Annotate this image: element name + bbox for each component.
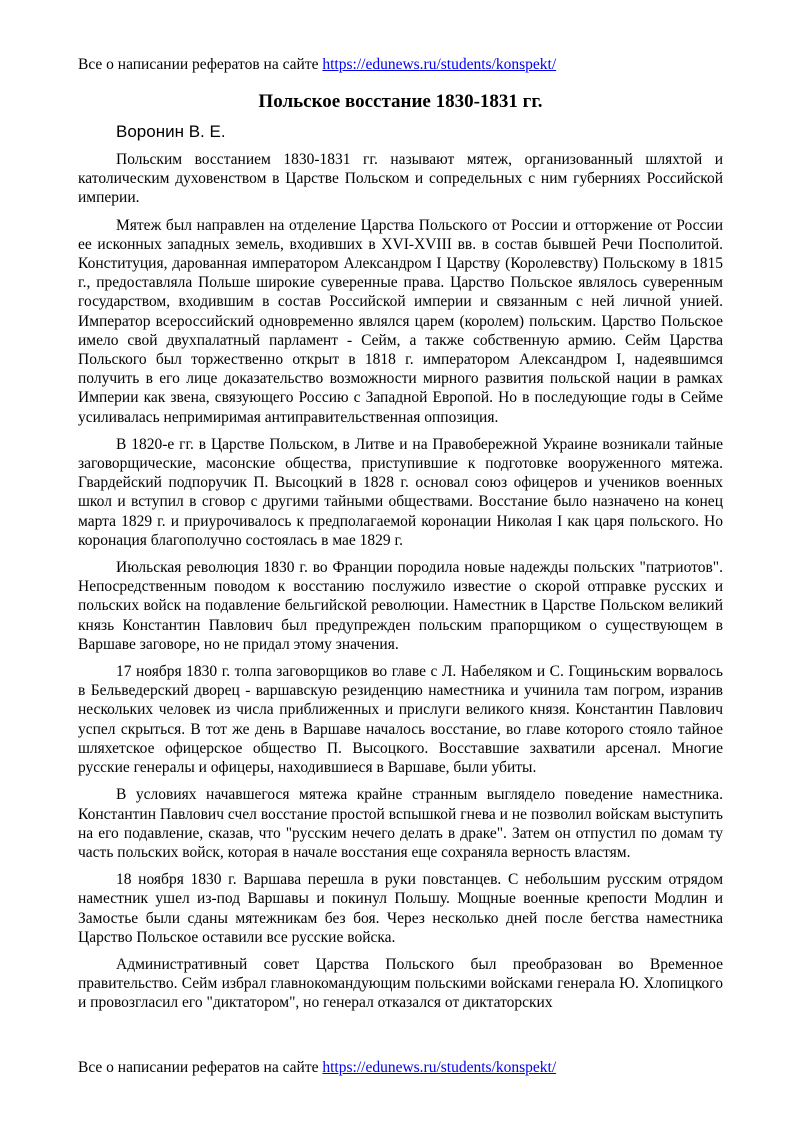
paragraph: 17 ноября 1830 г. толпа заговорщиков во главе с Л. Набеляком и С. Гощиньским ворвалось в Бельведерский дворец - варшавскую резиденцию наместника и учинила там погром, изранив нескольких человек из числа приближенных и прислуги великого князя. Константин Павлович успел скрыться. В тот же день в Варшаве началось восстание, во главе которого стояло тайное шляхетское офицерское общество П. Высоцкого. Восставшие захватили арсенал. Многие русские генералы и офицеры, находившиеся в Варшаве, были убиты. <box>78 663 723 777</box>
paragraph: Административный совет Царства Польского был преобразован во Временное правительство. Сейм избрал главнокомандующим польскими войсками генерала Ю. Хлопицкого и провозгласил его "диктатором", но генерал отказался от диктаторских <box>78 955 723 1012</box>
header-text: Все о написании рефератов на сайте <box>78 56 323 73</box>
document-title: Польское восстание 1830-1831 гг. <box>258 91 543 112</box>
footer-text: Все о написании рефератов на сайте <box>78 1059 323 1076</box>
document-author: Воронин В. Е. <box>116 122 226 141</box>
paragraph: Мятеж был направлен на отделение Царства Польского от России и отторжение от России ее исконных западных земель, входивших в XVI-XVIII вв. в состав бывшей Речи Посполитой. Конституция, дарованная императором Александром I Царству (Королевству) Польскому в 1815 г., предоставляла Польше широкие суверенные права. Царство Польское являлось суверенным государством, входившим в состав Российской империи и связанным с ней личной унией. Император всероссийский одновременно являлся царем (королем) польским. Царство Польское имело свой двухпалатный парламент - Сейм, а также собственную армию. Сейм Царства Польского был торжественно открыт в 1818 г. императором Александром I, надеявшимся получить в его лице доказательство возможности мирного развития польской нации в рамках Империи как звена, связующего Россию с Западной Европой. Но в последующие годы в Сейме усиливалась непримиримая антиправительственная оппозиция. <box>78 216 723 426</box>
document-body <box>78 90 723 1013</box>
footer-banner <box>78 1058 738 1078</box>
paragraph: В 1820-е гг. в Царстве Польском, в Литве и на Правобережной Украине возникали тайные заговорщические, масонские общества, приступившие к подготовке вооруженного мятежа. Гвардейский подпоручик П. Высоцкий в 1828 г. основал союз офицеров и учеников военных школ и вступил в сговор с другими тайными обществами. Восстание было назначено на конец марта 1829 г. и приурочивалось к предполагаемой коронации Николая I как царя польского. Но коронация благополучно состоялась в мае 1829 г. <box>78 435 723 549</box>
header-link[interactable]: https://edunews.ru/students/konspekt/ <box>322 56 557 73</box>
paragraph: Польским восстанием 1830-1831 гг. называют мятеж, организованный шляхтой и католическим духовенством в Царстве Польском и сопредельных с ним губерниях Российской империи. <box>78 151 723 207</box>
footer-link[interactable]: https://edunews.ru/students/konspekt/ <box>322 1059 557 1076</box>
header-banner <box>78 55 738 75</box>
paragraph: 18 ноября 1830 г. Варшава перешла в руки повстанцев. С небольшим русским отрядом наместник ушел из-под Варшавы и покинул Польшу. Мощные военные крепости Модлин и Замостье были сданы мятежникам без боя. Через несколько дней после бегства наместника Царство Польское оставили все русские войска. <box>78 871 723 946</box>
paragraph: Июльская революция 1830 г. во Франции породила новые надежды польских "патриотов". Непосредственным поводом к восстанию послужило известие о скорой отправке русских и польских войск на подавление бельгийской революции. Наместник в Царстве Польском великий князь Константин Павлович был предупрежден польским прапорщиком о существующем в Варшаве заговоре, но не придал этому значения. <box>78 559 723 653</box>
paragraph: В условиях начавшегося мятежа крайне странным выглядело поведение наместника. Константин Павлович счел восстание простой вспышкой гнева и не позволил войскам выступить на его подавление, сказав, что "русским нечего делать в драке". Затем он отпустил по домам ту часть польских войск, которая в начале восстания еще сохраняла верность властям. <box>78 786 723 861</box>
